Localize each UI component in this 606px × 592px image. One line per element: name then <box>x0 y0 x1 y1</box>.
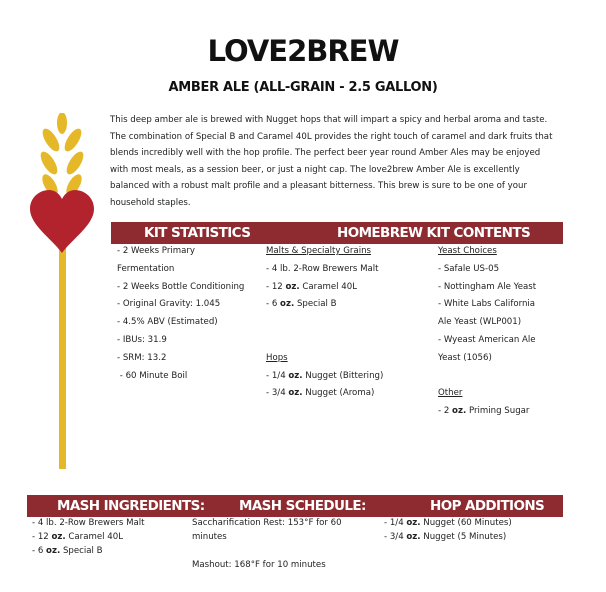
list-item: - 2 Weeks Primary <box>117 246 195 256</box>
mashout-line: Mashout: 168°F for 10 minutes <box>192 560 326 570</box>
item-unit: oz. <box>285 281 300 292</box>
yeast-and-other-list <box>438 243 536 421</box>
kit-statistics-list <box>117 243 244 385</box>
list-item <box>266 279 383 297</box>
list-item: Yeast (1056) <box>438 352 492 363</box>
item-qty: - 6 <box>266 299 278 310</box>
list-item: Fermentation <box>117 263 175 274</box>
item-name: Caramel 40L <box>65 532 123 542</box>
mash-rest-line: Saccharification Rest: 153°F for 60 <box>192 518 342 528</box>
description-line: This deep amber ale is brewed with Nugget hops that will impart a spicy and herbal aroma and taste. <box>110 115 548 125</box>
list-item: - 60 Minute Boil <box>117 370 188 381</box>
list-item: - Wyeast American Ale <box>438 334 536 345</box>
kit-header-bar <box>111 222 563 244</box>
page-title: LOVE2BREW <box>207 34 399 68</box>
list-item <box>438 403 536 421</box>
malts-and-hops-list <box>266 243 383 403</box>
malts-heading: Malts & Specialty Grains <box>266 246 372 256</box>
description-line: blends incredibly well with the hop profile. The perfect beer year round Amber Ales may be enjoyed <box>110 148 541 159</box>
yeast-heading: Yeast Choices <box>438 246 497 256</box>
list-item <box>384 516 512 530</box>
mash-schedule-list <box>192 516 342 572</box>
list-item: - Safale US-05 <box>438 263 500 274</box>
list-item: - 4.5% ABV (Estimated) <box>117 317 218 328</box>
item-name: Nugget (Bittering) <box>302 370 384 381</box>
list-item <box>384 530 512 544</box>
list-item <box>266 385 383 403</box>
item-unit: oz. <box>406 532 421 542</box>
hop-additions-list <box>384 516 512 544</box>
mash-header-bar <box>27 495 563 517</box>
list-item: - Original Gravity: 1.045 <box>117 299 221 310</box>
item-name: Special B <box>60 546 103 556</box>
item-qty: - 2 <box>438 406 450 417</box>
hops-heading: Hops <box>266 352 288 363</box>
hop-additions-heading: HOP ADDITIONS <box>430 498 545 514</box>
item-unit: oz. <box>280 299 295 310</box>
item-name: 2-Row Brewers Malt <box>290 263 379 274</box>
item-qty: - 3/4 <box>384 532 404 542</box>
list-item: Ale Yeast (WLP001) <box>438 317 522 328</box>
item-qty: - 1/4 <box>384 518 404 528</box>
item-unit: oz. <box>452 406 467 417</box>
item-name: Special B <box>294 299 337 310</box>
other-heading: Other <box>438 388 463 399</box>
homebrew-kit-contents-heading: HOMEBREW KIT CONTENTS <box>337 225 531 241</box>
item-unit: oz. <box>51 532 66 542</box>
list-item <box>32 544 145 558</box>
description-line: household staples. <box>110 197 191 208</box>
item-name: Caramel 40L <box>299 281 357 292</box>
list-item <box>32 516 145 530</box>
mash-ingredients-heading: MASH INGREDIENTS: <box>57 498 205 514</box>
item-name: Priming Sugar <box>466 406 530 417</box>
list-item: - IBUs: 31.9 <box>117 334 167 345</box>
mash-ingredients-list <box>32 516 145 558</box>
item-qty: - 4 lb. <box>32 518 57 528</box>
item-qty: - 4 lb. <box>266 263 291 274</box>
item-unit: oz. <box>46 546 61 556</box>
description-line: with most meals, as a session beer, or just a night cap. The love2brew Amber Ale is excellently <box>110 164 520 175</box>
item-name: 2-Row Brewers Malt <box>56 518 145 528</box>
kit-statistics-heading: KIT STATISTICS <box>144 225 251 241</box>
list-item <box>32 530 145 544</box>
item-name: Nugget (60 Minutes) <box>420 518 512 528</box>
description-line: The combination of Special B and Caramel 40L provides the right touch of caramel and dark fruits that <box>110 131 553 142</box>
item-qty: - 3/4 <box>266 388 286 399</box>
list-item <box>266 296 383 314</box>
list-item: - White Labs California <box>438 299 536 310</box>
item-qty: - 12 <box>266 281 283 292</box>
recipe-description <box>110 112 580 212</box>
item-unit: oz. <box>288 370 303 381</box>
mash-schedule-heading: MASH SCHEDULE: <box>239 498 366 514</box>
list-item: - Nottingham Ale Yeast <box>438 281 537 292</box>
recipe-subtitle: AMBER ALE (ALL-GRAIN - 2.5 GALLON) <box>168 80 438 95</box>
item-qty: - 12 <box>32 532 49 542</box>
item-qty: - 6 <box>32 546 44 556</box>
mash-rest-line: minutes <box>192 532 227 542</box>
list-item: - SRM: 13.2 <box>117 352 167 363</box>
item-unit: oz. <box>288 388 303 399</box>
wheat-heart-logo <box>26 113 98 469</box>
list-item <box>266 261 383 279</box>
item-name: Nugget (Aroma) <box>302 388 375 399</box>
item-unit: oz. <box>406 518 421 528</box>
list-item: - 2 Weeks Bottle Conditioning <box>117 281 245 292</box>
description-line: balanced with a robust malt profile and a pleasant bitterness. This brew is sure to be one of your <box>110 181 527 192</box>
item-qty: - 1/4 <box>266 370 286 381</box>
list-item <box>266 368 383 386</box>
item-name: Nugget (5 Minutes) <box>420 532 507 542</box>
